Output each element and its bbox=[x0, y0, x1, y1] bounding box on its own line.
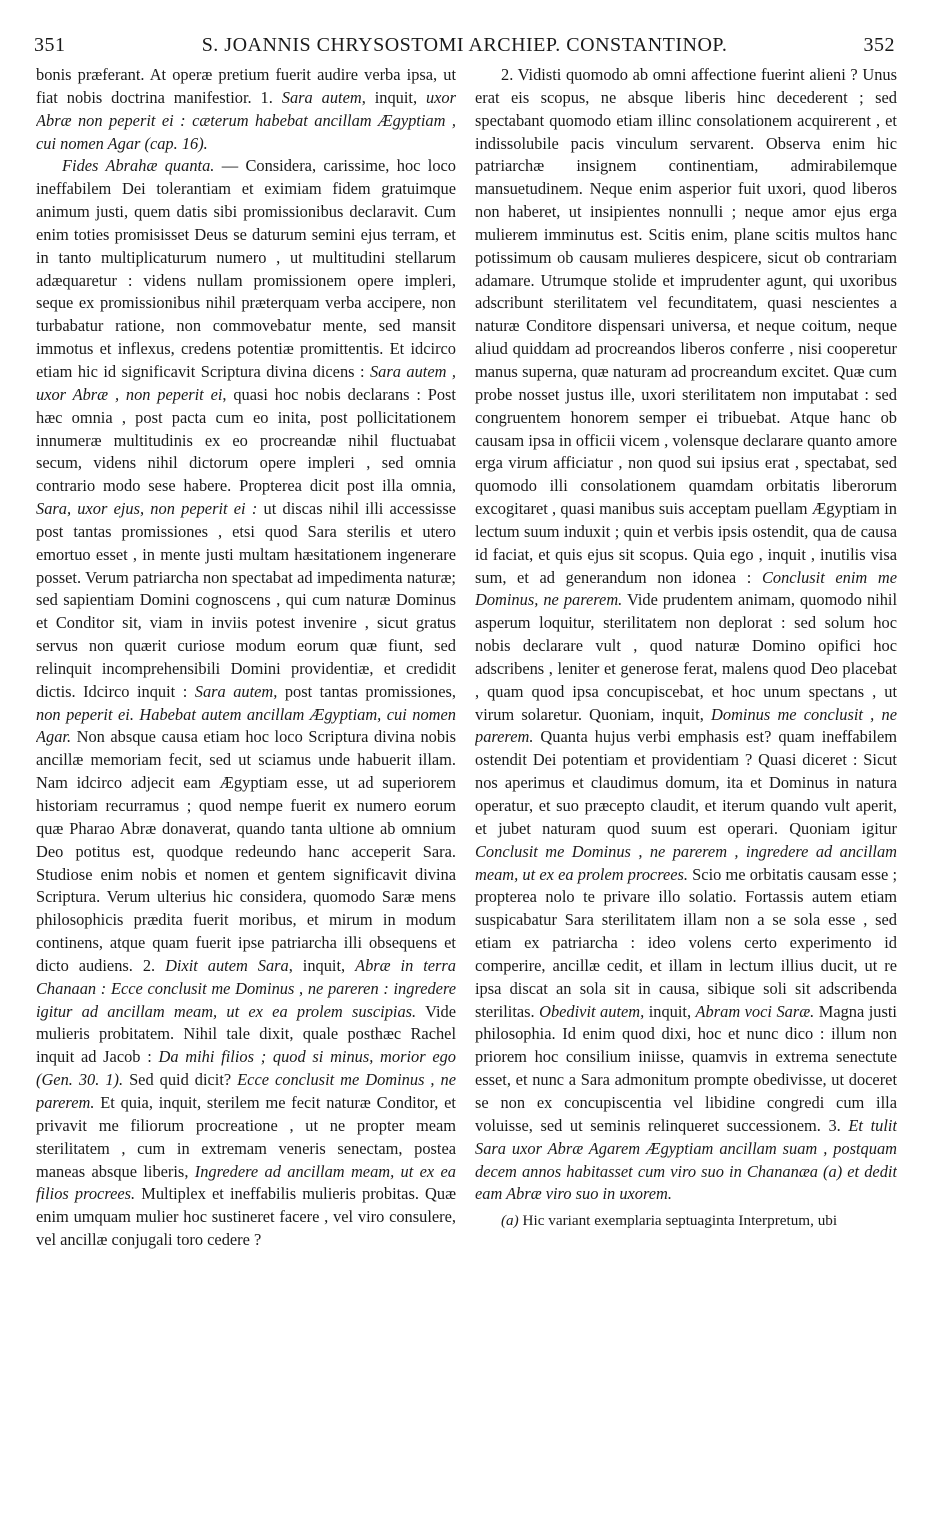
italic-text-run: Dixit autem Sara bbox=[165, 955, 289, 975]
text-run: Vide mulieris probitatem. Nihil tale dixit, quale posthæc Rachel inquit ad Jacob : bbox=[36, 1001, 456, 1067]
italic-text-run: Et tulit Sara uxor Abræ Agarem Ægyptiam ancillam suam , postquam decem annos habitasset cum viro suo in Chananæa (a) et dedit eam Abræ viro suo in uxorem. bbox=[475, 1115, 897, 1204]
text-run: Magna justi philosophia. Id enim quod dixi, hoc et nunc dico : illum non priorem hoc consilium iniisse, quamvis in extrema senectute esset, et nunc a Sara admonitum prompte obedivisse, ut doceret se non ex concupiscentia vel libidine congredi cum illa voluisse, sed ut seminis relinqueret successionem. 3. bbox=[475, 1001, 897, 1135]
text-run: post tantas promissiones, bbox=[277, 681, 456, 701]
text-run: , inquit, bbox=[361, 87, 426, 107]
text-run: Sed quid dicit? bbox=[123, 1070, 238, 1090]
text-run: Non absque causa etiam hoc loco Scriptura divina nobis ancillæ memoriam fecit, sed ut sciamus unde habuerit illam. Nam idcirco adjecit eam Ægyptiam esse, ut ad superiorem historiam recurramus ; quod nempe fuerit ex numero eorum quæ Pharao Abræ donaverat, quando tanta ultione ab omnium Deo potitus est, quodque redeundo hanc acceperit Sara. Studiose enim nobis et nomen et gentem significavit divina Scriptura. Verum ulterius hic considera, quomodo Saræ mens philosophicis prædita fuerit moribus, et mirum in modum continens, atque quam fuerit ipse patriarcha illi obsequens et dicto audiens. 2. bbox=[36, 727, 456, 975]
text-run: , quasi hoc nobis declarans : Post hæc omnia , post pacta cum eo inita, post pollicitationem innumeræ multitudinis ex eo procreandæ nihil fluctuabat secum, videns nihil dictorum opere impleri , sed omnia contrario modo sese habere. Propterea dicit post illa omnia, bbox=[36, 384, 456, 496]
italic-text-run: Sara, uxor ejus, non peperit ei : bbox=[36, 499, 258, 519]
text-run: Et quia, inquit, sterilem me fecit naturæ Conditor, et privavit me filiorum procreatione , ut ne propter meam sterilitatem , cum in extremam veneris senectam, postea maneas absque liberis, bbox=[36, 1092, 456, 1181]
italic-text-run: Sara autem , uxor Abræ , non peperit ei bbox=[36, 361, 456, 404]
italic-text-run: Ingredere ad ancillam meam, ut ex ea filios procrees. bbox=[36, 1161, 456, 1204]
page-number-left: 351 bbox=[34, 34, 66, 56]
footnote bbox=[475, 1210, 897, 1233]
running-header bbox=[34, 34, 895, 64]
text-run: ut discas nihil illi accessisse post tantas promissiones , etsi quod Sara sterilis et utero emortuo esset , in mente justi multam hæsitationem ingenerare posset. Verum patriarcha non spectabat ad impedimenta naturæ; sed sapientiam Domini cognoscens , qui cum naturæ Dominus et Conditor sit, viam in inviis potest invenire , sicut gratus servus non quærit curiose modum eorum quæ fiunt, sed relinquit incomprehensibili Domini providentiæ, et credidit dictis. Idcirco inquit : bbox=[36, 499, 456, 701]
italic-text-run: Sara autem, bbox=[194, 681, 278, 701]
text-run: bonis præferant. At operæ pretium fuerit audire verba ipsa, ut fiat nobis doctrina manifestior. 1. bbox=[36, 65, 456, 107]
left-column bbox=[36, 64, 456, 1504]
paragraph bbox=[36, 64, 456, 155]
paragraph bbox=[475, 64, 897, 1206]
paragraph bbox=[36, 155, 456, 1252]
italic-text-run: (a) bbox=[501, 1212, 519, 1230]
text-run: Multiplex et ineffabilis mulieris probitas. Quæ enim umquam mulier hoc sustineret facere , vel viro consulere, vel ancillæ conjugali toro cedere ? bbox=[36, 1184, 456, 1250]
italic-text-run: Abram voci Saræ. bbox=[695, 1001, 815, 1021]
italic-text-run: Ecce conclusit me Dominus , ne parerem. bbox=[36, 1070, 456, 1112]
text-run: Hic variant exemplaria septuaginta Interpretum, ubi bbox=[518, 1212, 838, 1230]
italic-text-run: Conclusit enim me Dominus, ne parerem. bbox=[475, 567, 897, 610]
italic-text-run: Obedivit autem, bbox=[539, 1001, 645, 1021]
italic-text-run: Conclusit me Dominus , ne parerem , ingredere ad ancillam meam, ut ex ea prolem procrees. bbox=[475, 841, 897, 884]
text-run: Quanta hujus verbi emphasis est? quam ineffabilem ostendit Dei potentiam et providentiam ? Quasi diceret : Sicut nos aperimus et claudimus domum, ita et Dominus in natura operatur, et suo præcepto claudit, et iterum quando vult aperit, et jubet naturam quod suum est operari. Quoniam igitur bbox=[475, 727, 897, 838]
italic-text-run: uxor Abræ non peperit ei : cæterum habebat ancillam Ægyptiam , cui nomen Agar (cap. 16). bbox=[36, 87, 456, 153]
right-column bbox=[475, 64, 897, 1504]
italic-text-run: Dominus me conclusit , ne parerem. bbox=[475, 704, 897, 747]
text-run: 2. Vidisti quomodo ab omni affectione fuerint alieni ? Unus erat eis scopus, ne absque liberis hinc decederent ; sed spectabant quomodo etiam illinc consolationem acquirerent , et indissolubile pacis vinculum servarent. Observa enim hic patriarchæ insignem continentiam, admirabilemque mansuetudinem. Neque enim asperior fuit uxori, quod liberos non haberet, ut insipientes nonnulli ; neque amor ejus erga mulierem imminutus est. Scitis enim, plane scitis multos hanc potissimum ob causam mulieres despicere, sicut ob contrariam adamare. Utrumque stolide et imprudenter agunt, qui uxoribus adscribunt sterilitatem vel fecunditatem, quasi nescientes a naturæ Conditore dispensari universa, et neque coitum, neque aliud quiddam ad procreandos liberos conferre , nisi cooperetur manus superna, quæ naturam ad procreandum excitet. Quæ cum probe nosset justus ille, uxori sterilitatem non imputabat : sed congruentem honorem semper ei tribuebat. Atque hanc ob causam ipsa in officii vicem , volensque declarare quanto amore erga virum afficiatur , non quod sui ipsius erat , spectabat, sed quomodo illi consolationem quamdam orbitatis liberorum excogitaret , quasi manibus suis acceptam puellam Ægyptiam in lectum suum induxit ; quin et verbis ipsis ostendit, qua de causa id faciat, et quis ejus sit scopus. Quia ego , inquit , inutilis visa sum, et ad generandum non idonea : bbox=[475, 65, 897, 587]
text-run: , inquit, bbox=[288, 955, 356, 975]
italic-text-run: non peperit ei. Habebat autem ancillam Ægyptiam, cui nomen Agar. bbox=[36, 704, 456, 747]
page-number-right: 352 bbox=[863, 34, 895, 56]
italic-text-run: Sara autem bbox=[281, 87, 362, 107]
italic-text-run: Abræ in terra Chanaan : Ecce conclusit me Dominus , ne pareren : ingredere igitur ad ancillam meam, ut ex ea prolem suscipias. bbox=[36, 955, 456, 1021]
italic-text-run: Da mihi filios ; quod si minus, morior ego (Gen. 30. 1). bbox=[36, 1047, 456, 1090]
text-run: Vide prudentem animam, quomodo nihil asperum loquitur, sterilitatem non deplorat : sed solum hoc nobis declarare vult , quod naturæ Domino opifici hoc adscribens , leniter et generose ferat, malens quod Deo placebat , quam quod ipsa concupiscebat, et hoc unum spectans , ut virum solaretur. Quoniam, inquit, bbox=[475, 590, 897, 724]
running-title: S. JOANNIS CHRYSOSTOMI ARCHIEP. CONSTANTINOP. bbox=[201, 34, 728, 56]
text-run: — Considera, carissime, hoc loco ineffabilem Dei tolerantiam et eximiam fidem gratuimque animum justi, quem datis sibi promissionibus declaravit. Cum enim toties promisisset Deus se daturum semini ejus terram, et in tanto multiplicaturum numero , ut multitudini stellarum adæquaretur : videns nullam promissionem opere impleri, seque ex promissionibus nihil præterquam verba accipere, non turbabatur ratione, non commovebatur mente, sed mansit immotus et inflexus, credens potentiæ promittentis. Et idcirco etiam hic id significavit Scriptura divina dicens : bbox=[36, 156, 456, 381]
italic-text-run: Fides Abrahæ quanta. bbox=[62, 156, 215, 176]
text-run: inquit, bbox=[644, 1001, 696, 1021]
text-run: Scio me orbitatis causam esse ; propterea nolo te privare illo solatio. Fortassis autem etiam suspicabatur Sara sterilitatem illam non a se sola esse , sed etiam ex patriarcha : ideo volens certo experimento id comperire, ancillæ cedit, et illam in lectum illius ducit, ut re ipsa discat an sola sit in causa, sibique soli sit adscribenda sterilitas. bbox=[475, 864, 897, 1021]
